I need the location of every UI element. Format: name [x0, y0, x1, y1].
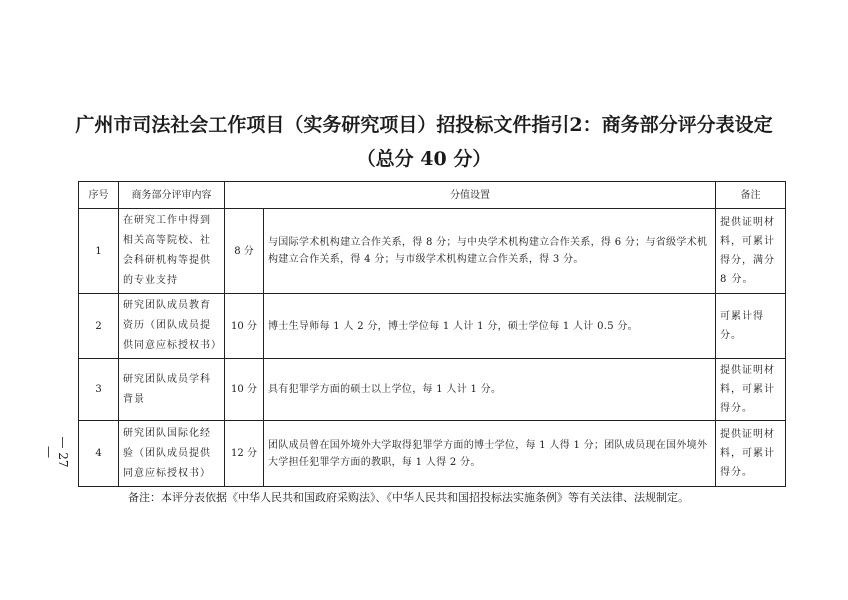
row-item: 研究团队成员教育资历（团队成员提供同意应标授权书）	[119, 294, 225, 359]
row-num: 4	[79, 421, 119, 487]
row-num: 1	[79, 209, 119, 294]
row-note: 提供证明材料，可累计得分，满分 8 分。	[716, 209, 786, 294]
row-points: 10 分	[225, 359, 264, 421]
row-note: 可累计得分。	[716, 294, 786, 359]
row-points: 8 分	[225, 209, 264, 294]
row-item: 在研究工作中得到相关高等院校、社会科研机构等提供的专业支持	[119, 209, 225, 294]
row-note: 提供证明材料，可累计得分。	[716, 359, 786, 421]
page-number: — 27 —	[42, 436, 70, 468]
scoring-table	[78, 181, 786, 487]
document-title: 广州市司法社会工作项目（实务研究项目）招投标文件指引2：商务部分评分表设定	[75, 114, 773, 136]
row-num: 2	[79, 294, 119, 359]
row-desc: 具有犯罪学方面的硕士以上学位，每 1 人计 1 分。	[264, 359, 716, 421]
row-desc: 博士生导师每 1 人 2 分，博士学位每 1 人计 1 分，硕士学位每 1 人计 0.5 分。	[264, 294, 716, 359]
table-row	[79, 209, 786, 294]
row-points: 10 分	[225, 294, 264, 359]
header-item: 商务部分评审内容	[119, 182, 225, 209]
row-desc: 团队成员曾在国外境外大学取得犯罪学方面的博士学位，每 1 人得 1 分；团队成员现在国外境外大学担任犯罪学方面的教职，每 1 人得 2 分。	[264, 421, 716, 487]
table-row	[79, 294, 786, 359]
row-item: 研究团队国际化经验（团队成员提供同意应标授权书）	[119, 421, 225, 487]
row-note: 提供证明材料，可累计得分。	[716, 421, 786, 487]
document-subtitle: （总分 40 分）	[356, 148, 492, 170]
table-header-row	[79, 182, 786, 209]
header-scoring: 分值设置	[225, 182, 716, 209]
table-row	[79, 421, 786, 487]
row-num: 3	[79, 359, 119, 421]
table-row	[79, 359, 786, 421]
header-note: 备注	[716, 182, 786, 209]
row-item: 研究团队成员学科背景	[119, 359, 225, 421]
row-desc: 与国际学术机构建立合作关系，得 8 分；与中央学术机构建立合作关系，得 6 分；与省级学术机构建立合作关系，得 4 分；与市级学术机构建立合作关系，得 3 分。	[264, 209, 716, 294]
footnote: 备注：本评分表依据《中华人民共和国政府采购法》、《中华人民共和国招投标法实施条例》等有关法律、法规制定。	[128, 491, 689, 504]
header-num: 序号	[79, 182, 119, 209]
row-points: 12 分	[225, 421, 264, 487]
